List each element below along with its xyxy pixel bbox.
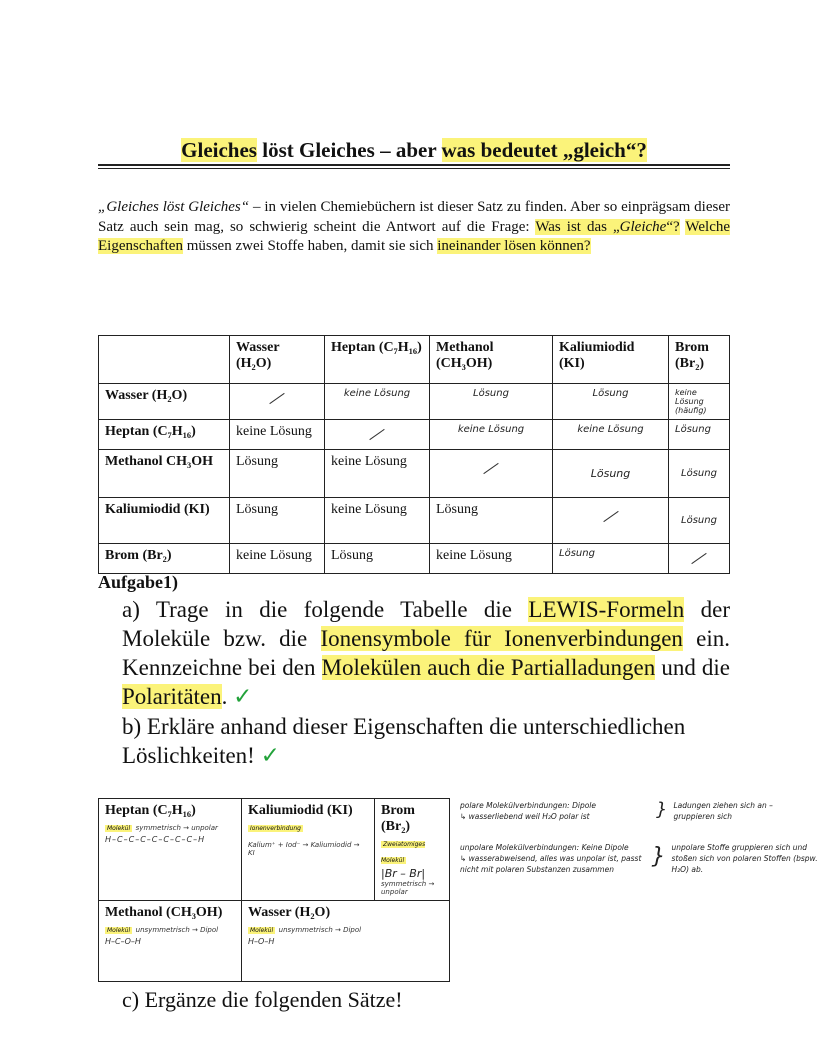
brace-icon: } (656, 799, 668, 820)
table-cell: keine Lösung (325, 384, 430, 420)
col-header: Brom (Br₂) (669, 336, 730, 384)
lewis-cell-wasser: Wasser (H₂O) Molekül unsymmetrisch → Dipol H–O–H (242, 901, 450, 982)
table-cell: Lösung (553, 384, 669, 420)
table-corner (99, 336, 230, 384)
table-cell: keine Lösung (325, 450, 430, 498)
heptan-structure: H–C–C–C–C–C–C–C–H (105, 835, 206, 844)
table-cell: keine Lösung (325, 498, 430, 544)
lewis-cell-methanol: Methanol (CH₃OH) Molekül unsymmetrisch → Dipol H–C–O–H (99, 901, 242, 982)
task-heading: Aufgabe1) (98, 572, 178, 592)
col-header: Wasser (H₂O) (230, 336, 325, 384)
table-cell-diagonal (430, 450, 553, 498)
table-cell-diagonal (325, 420, 430, 450)
task-a: a) Trage in die folgende Tabelle die LEWIS-Formeln der Moleküle bzw. die Ionensymbole für Ionenverbindungen ein. Kennzeichne bei den Molekülen auch die Partialladungen und die Polaritäten. ✓ (122, 597, 730, 710)
table-cell: Lösung (430, 498, 553, 544)
table-cell: keine Lösung (430, 420, 553, 450)
table-cell: Lösung (553, 544, 669, 574)
check-icon: ✓ (260, 743, 280, 769)
lewis-cell-ki: Kaliumiodid (KI) Ionenverbindung Kalium⁺ + Iod⁻ → Kaliumiodid → KI (242, 799, 375, 901)
table-cell: Lösung (669, 450, 730, 498)
col-header: Heptan (C₇H₁₆) (325, 336, 430, 384)
solubility-table (98, 335, 730, 574)
table-cell: keine Lösung (230, 420, 325, 450)
row-header: Heptan (C₇H₁₆) (99, 420, 230, 450)
col-header: Methanol (CH₃OH) (430, 336, 553, 384)
title-underline (98, 164, 730, 166)
lewis-cell-brom: Brom (Br₂) Zweiatomiges Molekül |Br – Br| symmetrisch → unpolar (375, 799, 450, 901)
col-header: Kaliumiodid (KI) (553, 336, 669, 384)
table-cell: Lösung (230, 498, 325, 544)
title-underline-thin (98, 168, 730, 169)
table-cell: Lösung (553, 450, 669, 498)
table-cell: keine Lösung (553, 420, 669, 450)
table-cell: keine Lösung (häufig) (669, 384, 730, 420)
handwritten-notes: polare Molekülverbindungen: Dipole ↳ wasserliebend weil H₂O polar ist } Ladungen ziehen sich an – gruppieren sich unpolare Molekülverbindungen: Keine Dipole ↳ wasserabweisend, alles was unpolar ist, passt nicht mit polaren Substanzen zusammen } unpolare Stoffe gruppieren sich und stoßen sich von polaren Stoffen (bspw. H₂O) ab. (460, 799, 818, 874)
brace-icon: } (651, 844, 666, 869)
task-c: c) Ergänze die folgenden Sätze! (122, 987, 403, 1012)
check-icon: ✓ (233, 684, 253, 710)
table-cell: keine Lösung (430, 544, 553, 574)
table-cell: Lösung (669, 498, 730, 544)
page-title: Gleiches löst Gleiches – aber was bedeutet „gleich“? (181, 138, 647, 162)
table-cell-diagonal (553, 498, 669, 544)
row-header: Wasser (H₂O) (99, 384, 230, 420)
table-cell-diagonal (230, 384, 325, 420)
wasser-structure: H–O–H (248, 937, 275, 946)
task-b: b) Erkläre anhand dieser Eigenschaften die unterschiedlichen Löslichkeiten! ✓ (122, 714, 686, 769)
table-cell-diagonal (669, 544, 730, 574)
lewis-table (98, 798, 450, 982)
methanol-structure: H–C–O–H (105, 937, 141, 946)
table-cell: Lösung (669, 420, 730, 450)
table-cell: Lösung (325, 544, 430, 574)
row-header: Brom (Br₂) (99, 544, 230, 574)
row-header: Kaliumiodid (KI) (99, 498, 230, 544)
table-cell: Lösung (430, 384, 553, 420)
table-cell: Lösung (230, 450, 325, 498)
row-header: Methanol CH₃OH (99, 450, 230, 498)
intro-paragraph: „Gleiches löst Gleiches“ – in vielen Chemiebüchern ist dieser Satz zu finden. Aber so einprägsam dieser Satz auch sein mag, so schwierig scheint die Antwort auf die Frage: Was ist das „Gleiche“? Welche Eigenschaften müssen zwei Stoffe haben, damit sie sich ineinander lösen können? (98, 199, 731, 254)
table-cell: keine Lösung (230, 544, 325, 574)
lewis-cell-heptan: Heptan (C₇H₁₆) Molekül symmetrisch → unpolar H–C–C–C–C–C–C–C–H (99, 799, 242, 901)
